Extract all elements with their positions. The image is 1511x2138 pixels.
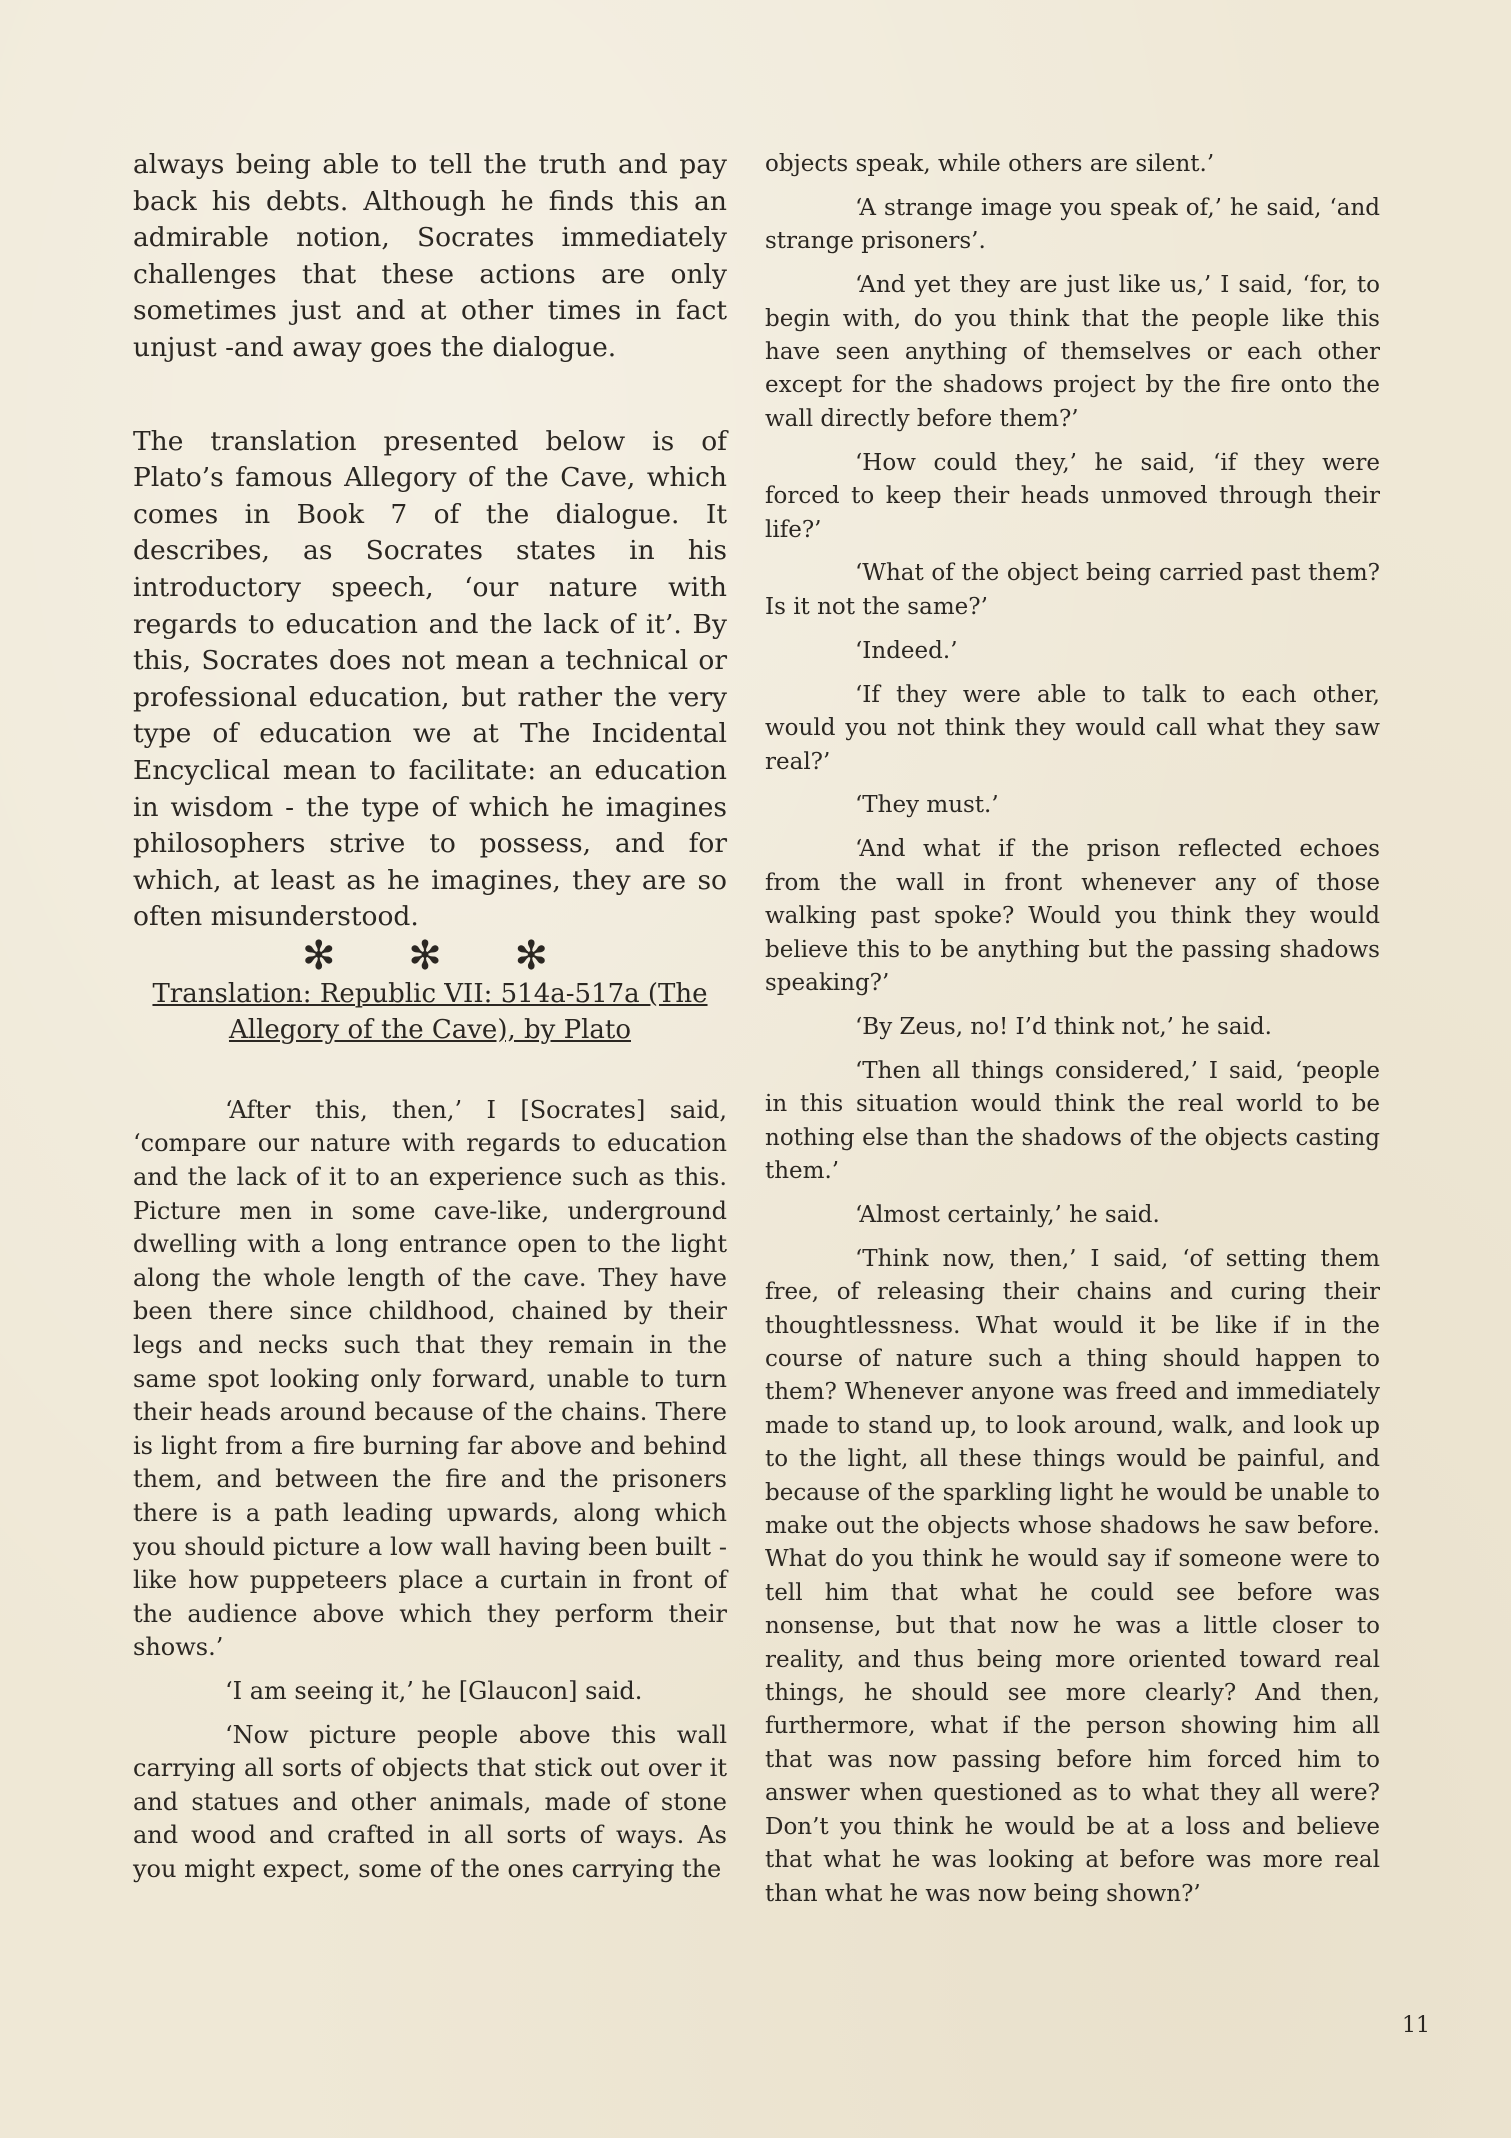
dialogue-paragraph: ‘Then all things considered,’ I said, ‘people in this situation would think the real world to be nothing else than the shadows of the objects casting them.’ [765, 1057, 1380, 1184]
translation-heading: Translation: Republic VII: 514a-517a (The Allegory of the Cave), by Plato [152, 978, 708, 1045]
section-ornament: ✻ ✻ ✻ [302, 932, 578, 979]
dialogue-paragraph: ‘And what if the prison reflected echoes from the wall in front whenever any of those walking past spoke? Would you think they would believe this to be anything but the passing shadows speaking?’ [765, 836, 1380, 996]
dialogue-paragraph: ‘And yet they are just like us,’ I said, ‘for, to begin with, do you think that the people like this have seen anything of themselves or each other except for the shadows project by the fire onto the wall directly before them?’ [765, 272, 1380, 432]
right-column [765, 148, 1380, 1911]
dialogue-paragraph: ‘What of the object being carried past them? Is it not the same?’ [765, 560, 1380, 620]
dialogue-paragraph: ‘By Zeus, no! I’d think not,’ he said. [855, 1013, 1272, 1040]
intro-paragraph-1: always being able to tell the truth and pay back his debts. Although he finds this an admirable notion, Socrates immediately challenges that these actions are only sometimes just and at other times in fact unjust -and away goes the dialogue. [133, 149, 727, 363]
dialogue-paragraph: ‘How could they,’ he said, ‘if they were forced to keep their heads unmoved through their life?’ [765, 449, 1380, 543]
dialogue-paragraph: ‘They must.’ [855, 792, 999, 819]
dialogue-paragraph: ‘A strange image you speak of,’ he said, ‘and strange prisoners’. [765, 194, 1380, 255]
page-number: 11 [1402, 2013, 1430, 2038]
dialogue-paragraph: ‘Indeed.’ [855, 637, 958, 664]
dialogue-paragraph: ‘Think now, then,’ I said, ‘of setting them free, of releasing their chains and curing their thoughtlessness. What would it be like if in the course of nature such a thing should happen to them? Whenever anyone was freed and immediately made to stand up, to look around, walk, and look up to the light, all these things would be painful, and because of the sparkling light he would be unable to make out the objects whose shadows he saw before. What do you think he would say if someone were to tell him that what he could see before was nonsense, but that now he was a little closer to reality, and thus being more oriented toward real things, he should see more clearly? And then, furthermore, what if the person showing him all that was now passing before him forced him to answer when questioned as to what they all were? Don’t you think he would be at a loss and believe that what he was looking at before was more real than what he was now being shown?’ [765, 1245, 1380, 1907]
dialogue-paragraph: ‘Almost certainly,’ he said. [855, 1201, 1160, 1228]
left-column [133, 147, 727, 1887]
dialogue-paragraph: ‘After this, then,’ I [Socrates] said, ‘compare our nature with regards to education and the lack of it to an experience such as this. Picture men in some cave-like, underground dwelling with a long entrance open to the light along the whole length of the cave. They have been there since childhood, chained by their legs and necks such that they remain in the same spot looking only forward, unable to turn their heads around because of the chains. There is light from a fire burning far above and behind them, and between the fire and the prisoners there is a path leading upwards, along which you should picture a low wall having been built - like how puppeteers place a curtain in front of the audience above which they perform their shows.’ [133, 1095, 727, 1662]
dialogue-paragraph: ‘I am seeing it,’ he [Glaucon] said. [225, 1676, 643, 1705]
dialogue-paragraph: ‘If they were able to talk to each other, would you not think they would call what they saw real?’ [765, 681, 1380, 775]
dialogue-continuation: objects speak, while others are silent.’ [765, 151, 1215, 177]
intro-paragraph-2: The translation presented below is of Plato’s famous Allegory of the Cave, which comes in Book 7 of the dialogue. It describes, as Socrates states in his introductory speech, ‘our nature with regards to education and the lack of it’. By this, Socrates does not mean a technical or professional education, but rather the very type of education we at The Incidental Encyclical mean to facilitate: an education in wisdom - the type of which he imagines philosophers strive to possess, and for which, at least as he imagines, they are so often misunderstood. [133, 425, 727, 933]
dialogue-paragraph: ‘Now picture people above this wall carrying all sorts of objects that stick out over it and statues and other animals, made of stone and wood and crafted in all sorts of ways. As you might expect, some of the ones carrying the [133, 1720, 727, 1883]
